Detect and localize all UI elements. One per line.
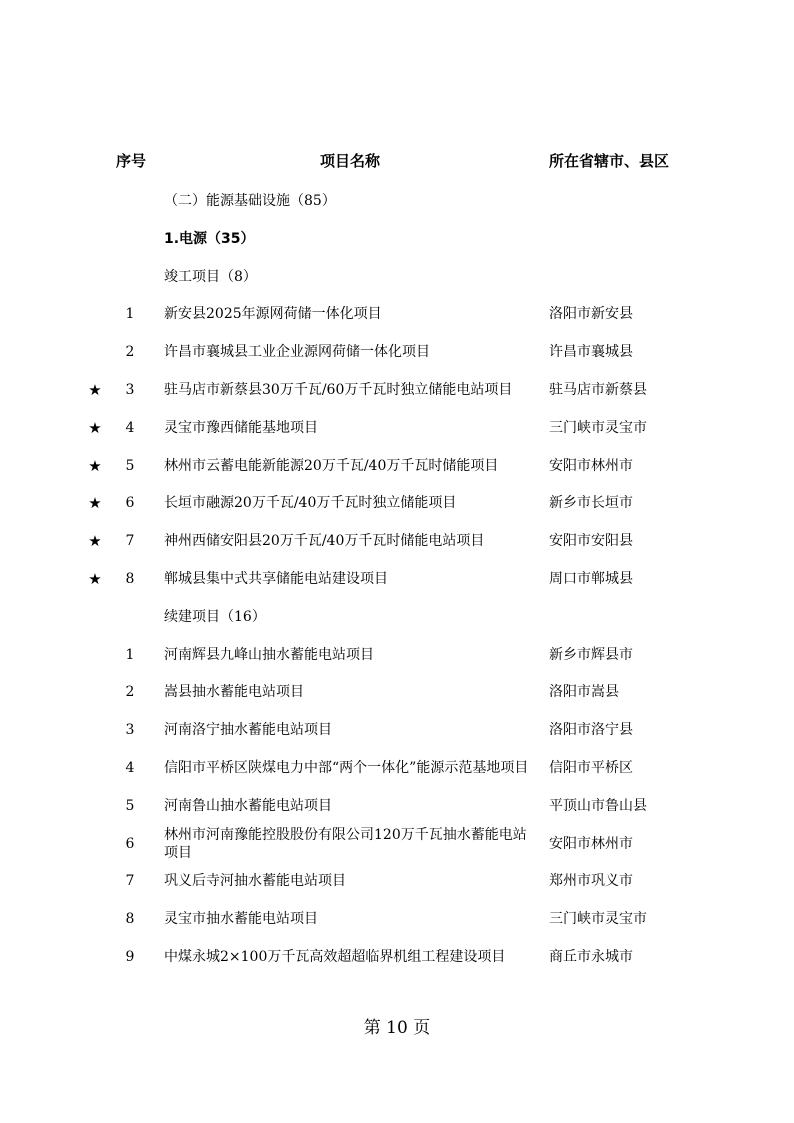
project-location: 新乡市辉县市 <box>549 646 633 663</box>
project-name: 灵宝市抽水蓄能电站项目 <box>164 911 318 928</box>
row-number: 1 <box>125 646 135 663</box>
project-name: 神州西储安阳县20万千瓦/40万千瓦时储能电站项目 <box>164 533 485 550</box>
row-number: 7 <box>125 533 135 550</box>
group-title: 续建项目（16） <box>164 608 266 625</box>
table-line <box>0 261 794 293</box>
group-title: 竣工项目（8） <box>164 268 257 285</box>
project-location: 郑州市巩义市 <box>549 873 633 890</box>
table-row <box>0 941 794 973</box>
table-row <box>0 298 794 330</box>
row-number: 4 <box>125 419 135 436</box>
star-icon: ★ <box>88 456 102 475</box>
project-location: 周口市郸城县 <box>549 571 633 587</box>
project-name: 林州市河南豫能控股股份有限公司120万千瓦抽水蓄能电站项目 <box>164 826 527 861</box>
table-line <box>0 185 794 217</box>
project-location: 洛阳市洛宁县 <box>549 722 633 739</box>
row-number: 6 <box>125 495 135 512</box>
project-name: 河南辉县九峰山抽水蓄能电站项目 <box>164 646 374 663</box>
project-name: 信阳市平桥区陕煤电力中部“两个一体化”能源示范基地项目 <box>164 760 529 776</box>
table-row <box>0 412 794 444</box>
project-name: 河南鲁山抽水蓄能电站项目 <box>164 797 332 814</box>
table-row <box>0 450 794 482</box>
project-name: 巩义后寺河抽水蓄能电站项目 <box>164 873 346 890</box>
row-number: 8 <box>125 911 135 928</box>
project-name: 林州市云蓄电能新能源20万千瓦/40万千瓦时储能项目 <box>164 457 499 474</box>
subsection-title: 1.电源（35） <box>164 230 255 247</box>
project-location: 三门峡市灵宝市 <box>549 419 647 436</box>
row-number: 3 <box>125 722 135 739</box>
project-name: 新安县2025年源网荷储一体化项目 <box>164 306 382 323</box>
project-name: 中煤永城2×100万千瓦高效超超临界机组工程建设项目 <box>164 949 506 965</box>
project-location: 洛阳市嵩县 <box>549 684 619 701</box>
row-number: 8 <box>125 571 135 587</box>
page-number: 第 10 页 <box>363 1018 431 1038</box>
project-location: 新乡市长垣市 <box>549 495 633 512</box>
table-row <box>0 374 794 406</box>
project-name: 嵩县抽水蓄能电站项目 <box>164 684 304 701</box>
project-location: 安阳市安阳县 <box>549 533 633 550</box>
project-location: 信阳市平桥区 <box>549 760 633 776</box>
header-name: 项目名称 <box>320 152 381 170</box>
row-number: 3 <box>125 382 135 398</box>
project-location: 许昌市襄城县 <box>549 344 633 361</box>
table-row <box>0 639 794 671</box>
project-name: 郸城县集中式共享储能电站建设项目 <box>164 571 388 587</box>
table-row <box>0 487 794 519</box>
header-location: 所在省辖市、县区 <box>549 152 670 170</box>
row-number: 1 <box>125 306 135 323</box>
project-location: 安阳市林州市 <box>549 457 633 474</box>
project-name: 河南洛宁抽水蓄能电站项目 <box>164 722 332 739</box>
project-name: 许昌市襄城县工业企业源网荷储一体化项目 <box>164 344 430 361</box>
table-line <box>0 601 794 633</box>
row-number: 5 <box>125 797 135 814</box>
table-row <box>0 828 794 860</box>
row-number: 7 <box>125 873 135 890</box>
project-location: 洛阳市新安县 <box>549 306 633 323</box>
table-row <box>0 336 794 368</box>
table-row <box>0 525 794 557</box>
star-icon: ★ <box>88 494 102 513</box>
table-row <box>0 563 794 595</box>
table-row <box>0 752 794 784</box>
row-number: 4 <box>125 760 135 776</box>
table-row <box>0 790 794 822</box>
project-location: 安阳市林州市 <box>549 835 633 852</box>
star-icon: ★ <box>88 381 102 399</box>
row-number: 9 <box>125 949 135 965</box>
row-number: 5 <box>125 457 135 474</box>
row-number: 2 <box>125 344 135 361</box>
table-row <box>0 865 794 897</box>
project-name: 灵宝市豫西储能基地项目 <box>164 419 318 436</box>
project-location: 平顶山市鲁山县 <box>549 797 647 814</box>
star-icon: ★ <box>88 418 102 437</box>
table-row <box>0 903 794 935</box>
star-icon: ★ <box>88 532 102 551</box>
header-seq: 序号 <box>116 152 147 170</box>
project-location: 三门峡市灵宝市 <box>549 911 647 928</box>
table-row <box>0 676 794 708</box>
section-title: （二）能源基础设施（85） <box>164 193 336 209</box>
project-location: 商丘市永城市 <box>549 949 633 965</box>
star-icon: ★ <box>88 570 102 588</box>
project-name: 驻马店市新蔡县30万千瓦/60万千瓦时独立储能电站项目 <box>164 382 513 398</box>
table-row <box>0 714 794 746</box>
row-number: 2 <box>125 684 135 701</box>
row-number: 6 <box>125 835 135 852</box>
table-line <box>0 223 794 255</box>
project-location: 驻马店市新蔡县 <box>549 382 647 398</box>
project-name: 长垣市融源20万千瓦/40万千瓦时独立储能项目 <box>164 495 457 512</box>
